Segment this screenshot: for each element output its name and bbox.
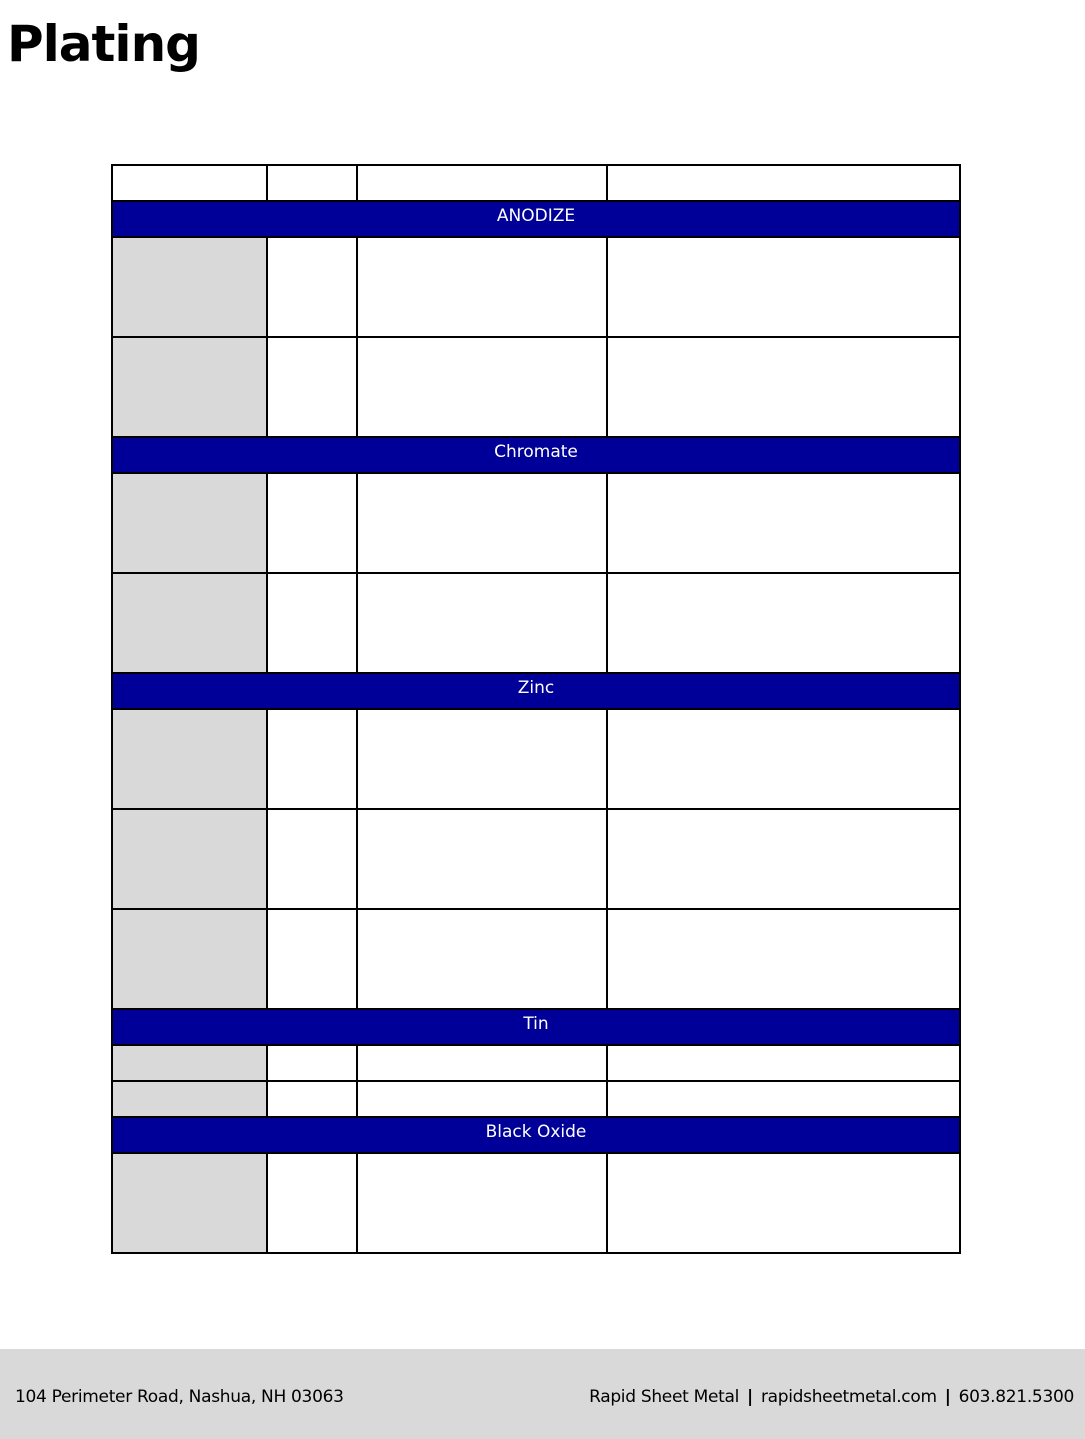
table-cell [112,909,267,1009]
section-header-chromate [112,437,960,473]
table-cell [267,337,357,437]
table-cell [112,165,267,201]
footer-address: 104 Perimeter Road, Nashua, NH 03063 [15,1387,344,1407]
table-row [112,709,960,809]
table-cell [267,709,357,809]
table-cell [607,1081,960,1117]
table-cell [112,337,267,437]
table-cell [607,1153,960,1253]
table-cell [357,473,607,573]
section-label: Tin [112,1009,960,1045]
table-row [112,1081,960,1117]
table-cell [267,165,357,201]
page-title: Plating [7,15,200,73]
table-cell [607,473,960,573]
section-label: ANODIZE [112,201,960,237]
section-label: Zinc [112,673,960,709]
table-cell [607,709,960,809]
footer-website-link[interactable]: rapidsheetmetal.com [760,1387,937,1407]
table-cell [357,1081,607,1117]
table-row [112,1045,960,1081]
table-header-row [112,165,960,201]
table-row [112,237,960,337]
table-cell [112,1081,267,1117]
table-cell [267,1045,357,1081]
table-cell [267,473,357,573]
footer-company: Rapid Sheet Metal [589,1387,740,1407]
table-cell [607,237,960,337]
table-cell [267,237,357,337]
table-cell [267,1153,357,1253]
table-cell [607,809,960,909]
table-row [112,337,960,437]
table-cell [267,573,357,673]
table-cell [112,1153,267,1253]
table-cell [607,165,960,201]
table-cell [357,1153,607,1253]
table-cell [357,709,607,809]
footer-phone: 603.821.5300 [958,1387,1074,1407]
section-label: Black Oxide [112,1117,960,1153]
table-cell [607,1045,960,1081]
table-cell [357,573,607,673]
table-cell [357,237,607,337]
table-cell [357,909,607,1009]
table-row [112,473,960,573]
table-cell [267,1081,357,1117]
footer-bar [0,1349,1085,1439]
table-cell [112,237,267,337]
table-cell [112,709,267,809]
section-label: Chromate [112,437,960,473]
table-cell [112,573,267,673]
footer-separator: | [747,1387,753,1407]
table-cell [112,809,267,909]
table-row [112,809,960,909]
table-row [112,1153,960,1253]
table-cell [607,909,960,1009]
table-cell [357,809,607,909]
section-header-zinc [112,673,960,709]
table-cell [357,337,607,437]
table-cell [112,473,267,573]
section-header-black-oxide [112,1117,960,1153]
table-cell [357,165,607,201]
footer-separator: | [944,1387,951,1407]
table-cell [607,337,960,437]
footer-contact [589,1387,1074,1407]
section-header-anodize [112,201,960,237]
plating-table [111,164,961,1254]
table-cell [267,809,357,909]
table-cell [112,1045,267,1081]
table-cell [267,909,357,1009]
table-cell [357,1045,607,1081]
table-row [112,909,960,1009]
table-row [112,573,960,673]
table-cell [607,573,960,673]
section-header-tin [112,1009,960,1045]
